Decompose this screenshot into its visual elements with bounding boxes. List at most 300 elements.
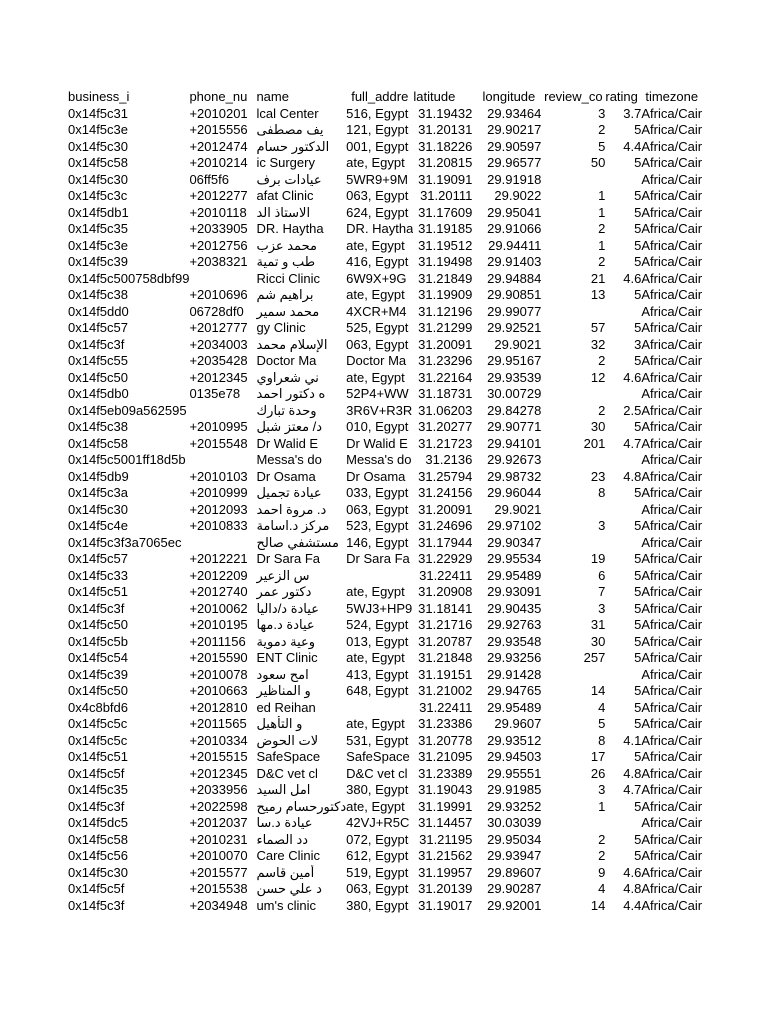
cell-name[interactable]: دد الصماء xyxy=(256,831,309,847)
cell-phone-number[interactable]: +2033956 xyxy=(189,782,248,797)
cell-longitude[interactable]: 29.90771 xyxy=(487,419,542,434)
cell-timezone[interactable]: Africa/Cair xyxy=(641,782,703,797)
cell-phone-number[interactable]: +2012221 xyxy=(189,551,248,566)
cell-timezone[interactable]: Africa/Cair xyxy=(641,815,703,830)
cell-phone-number[interactable] xyxy=(189,403,256,420)
cell-latitude[interactable]: 31.20091 xyxy=(418,501,473,517)
cell-business-id[interactable]: 0x14f5c30 xyxy=(68,501,128,517)
cell-rating[interactable]: 5 xyxy=(634,353,642,368)
cell-business-id[interactable]: 0x14f5c30 xyxy=(68,138,128,154)
cell-phone-number[interactable] xyxy=(189,452,256,469)
cell-review-count[interactable]: 4 xyxy=(598,881,606,896)
cell-business-id[interactable]: 0x14f5c30 xyxy=(68,864,128,880)
cell-review-count[interactable]: 14 xyxy=(590,897,606,913)
cell-latitude[interactable]: 31.24696 xyxy=(418,518,473,533)
cell-full-address[interactable]: 5WJ3+HP9 xyxy=(346,600,413,616)
cell-business-id[interactable]: 0x14f5c50 xyxy=(68,617,128,632)
cell-latitude[interactable]: 31.14457 xyxy=(418,815,473,830)
cell-rating[interactable]: 5 xyxy=(634,600,642,616)
cell-name[interactable]: ه دكتور احمد xyxy=(256,386,326,401)
cell-longitude[interactable]: 29.91066 xyxy=(487,221,542,236)
cell-phone-number[interactable]: +2010078 xyxy=(189,666,248,682)
cell-review-count[interactable]: 9 xyxy=(598,864,606,880)
cell-business-id[interactable]: 0x14f5c4e xyxy=(68,518,128,533)
cell-full-address[interactable]: 063, Egypt xyxy=(346,881,409,896)
cell-phone-number[interactable]: +2012093 xyxy=(189,501,248,517)
cell-name[interactable]: الدكتور حسام xyxy=(256,138,330,154)
cell-rating[interactable]: 4.4 xyxy=(623,138,642,154)
cell-rating[interactable]: 5 xyxy=(634,716,642,731)
cell-full-address[interactable]: 416, Egypt xyxy=(346,254,409,269)
header-review-count[interactable]: review_co xyxy=(544,89,603,104)
cell-phone-number[interactable]: +2033905 xyxy=(189,221,248,236)
cell-rating[interactable]: 5 xyxy=(634,798,642,814)
cell-latitude[interactable]: 31.21723 xyxy=(418,435,473,451)
cell-latitude[interactable]: 31.23389 xyxy=(418,765,473,781)
cell-name[interactable]: lcal Center xyxy=(256,105,319,121)
cell-timezone[interactable]: Africa/Cair xyxy=(641,369,703,385)
cell-name[interactable]: D&C vet cl xyxy=(256,765,318,781)
cell-review-count[interactable]: 19 xyxy=(590,551,606,566)
header-longitude[interactable]: longitude xyxy=(482,89,536,104)
header-phone-number[interactable]: phone_nu xyxy=(189,89,248,104)
cell-phone-number[interactable]: +2038321 xyxy=(189,254,248,269)
cell-rating[interactable] xyxy=(605,535,641,552)
cell-longitude[interactable]: 29.90435 xyxy=(487,600,542,616)
cell-review-count[interactable]: 257 xyxy=(583,650,606,665)
cell-timezone[interactable]: Africa/Cair xyxy=(641,716,703,731)
cell-full-address[interactable]: 52P4+WW xyxy=(346,386,409,401)
cell-rating[interactable]: 3.7 xyxy=(623,105,642,121)
cell-business-id[interactable]: 0x14f5c50 xyxy=(68,369,128,385)
cell-business-id[interactable]: 0x14f5c3a xyxy=(68,485,128,500)
cell-latitude[interactable]: 31.06203 xyxy=(418,402,473,418)
cell-full-address[interactable]: 063, Egypt xyxy=(346,336,409,352)
cell-rating[interactable]: 5 xyxy=(634,633,642,649)
cell-phone-number[interactable]: +2034948 xyxy=(189,897,248,913)
cell-phone-number[interactable]: +2010833 xyxy=(189,518,248,533)
cell-name[interactable]: براهيم شم xyxy=(256,287,314,302)
cell-full-address[interactable]: 3R6V+R3R xyxy=(346,402,413,418)
cell-business-id[interactable]: 0x14f5c5f xyxy=(68,765,125,781)
cell-rating[interactable]: 5 xyxy=(634,485,642,500)
cell-longitude[interactable]: 29.93091 xyxy=(487,584,542,599)
cell-business-id[interactable]: 0x14f5c500758dbf99 xyxy=(68,270,190,286)
cell-name[interactable]: يف مصطفى xyxy=(256,122,324,137)
cell-review-count[interactable]: 32 xyxy=(590,336,606,352)
cell-phone-number[interactable]: +2012277 xyxy=(189,188,248,203)
cell-business-id[interactable]: 0x14f5c55 xyxy=(68,353,128,368)
cell-name[interactable]: وحدة تبارك xyxy=(256,402,317,418)
cell-timezone[interactable]: Africa/Cair xyxy=(641,320,703,335)
cell-longitude[interactable]: 29.95167 xyxy=(487,353,542,368)
cell-rating[interactable]: 4.7 xyxy=(623,782,642,797)
cell-longitude[interactable]: 29.94411 xyxy=(488,237,542,253)
cell-latitude[interactable]: 31.20139 xyxy=(418,881,473,896)
cell-latitude[interactable]: 31.20131 xyxy=(418,122,473,137)
header-full-address[interactable]: full_addre xyxy=(351,89,409,104)
cell-business-id[interactable]: 0x14f5c3f xyxy=(68,897,125,913)
cell-full-address[interactable]: 033, Egypt xyxy=(346,485,409,500)
cell-rating[interactable] xyxy=(605,452,641,469)
cell-review-count[interactable]: 3 xyxy=(598,600,606,616)
cell-latitude[interactable]: 31.19017 xyxy=(418,897,473,913)
cell-latitude[interactable]: 31.20778 xyxy=(418,732,473,748)
cell-business-id[interactable]: 0x14f5eb09a562595 xyxy=(68,402,187,418)
cell-full-address[interactable]: 013, Egypt xyxy=(346,633,409,649)
cell-name[interactable]: س الزعير xyxy=(256,567,310,583)
cell-review-count[interactable]: 8 xyxy=(598,485,606,500)
cell-phone-number[interactable]: +2010118 xyxy=(189,204,247,220)
cell-timezone[interactable]: Africa/Cair xyxy=(641,353,703,368)
cell-latitude[interactable]: 31.18226 xyxy=(418,138,473,154)
cell-timezone[interactable]: Africa/Cair xyxy=(641,155,703,170)
cell-latitude[interactable]: 31.20787 xyxy=(418,633,473,649)
cell-latitude[interactable]: 31.20815 xyxy=(418,155,473,170)
cell-timezone[interactable]: Africa/Cair xyxy=(641,650,703,665)
cell-review-count[interactable]: 21 xyxy=(590,270,606,286)
cell-rating[interactable]: 4.7 xyxy=(623,435,642,451)
cell-name[interactable]: د علي حسن xyxy=(256,881,322,896)
cell-longitude[interactable]: 29.89607 xyxy=(487,864,542,880)
cell-latitude[interactable]: 31.22411 xyxy=(419,567,473,583)
cell-longitude[interactable]: 29.97102 xyxy=(487,518,542,533)
cell-name[interactable]: د/ معتز شبل xyxy=(256,419,323,434)
cell-name[interactable]: SafeSpace xyxy=(256,749,321,764)
cell-rating[interactable] xyxy=(605,304,641,321)
cell-name[interactable]: دكتور عمر xyxy=(256,584,312,599)
cell-latitude[interactable]: 31.22929 xyxy=(418,551,473,566)
cell-name[interactable]: DR. Haytha xyxy=(256,221,324,236)
cell-timezone[interactable]: Africa/Cair xyxy=(641,122,703,137)
cell-name[interactable]: عيادة د.سا xyxy=(256,815,313,830)
cell-rating[interactable]: 2.5 xyxy=(623,402,642,418)
cell-phone-number[interactable]: +2010334 xyxy=(189,732,248,748)
cell-phone-number[interactable]: 0135e78 xyxy=(189,386,241,401)
header-name[interactable]: name xyxy=(256,89,289,104)
cell-full-address[interactable]: 121, Egypt xyxy=(346,122,409,137)
cell-name[interactable]: gy Clinic xyxy=(256,320,306,335)
cell-rating[interactable]: 5 xyxy=(634,518,642,533)
cell-timezone[interactable]: Africa/Cair xyxy=(641,666,703,682)
cell-longitude[interactable]: 29.91403 xyxy=(487,254,542,269)
cell-review-count[interactable]: 2 xyxy=(598,353,606,368)
cell-business-id[interactable]: 0x14f5c58 xyxy=(68,155,128,170)
cell-name[interactable]: عيادات برف xyxy=(256,171,322,187)
cell-phone-number[interactable]: +2012756 xyxy=(189,237,248,253)
cell-rating[interactable]: 5 xyxy=(634,254,642,269)
cell-review-count[interactable]: 2 xyxy=(598,254,606,269)
cell-rating[interactable]: 4.4 xyxy=(623,897,642,913)
cell-longitude[interactable]: 29.93464 xyxy=(487,105,542,121)
cell-full-address[interactable]: 063, Egypt xyxy=(346,501,409,517)
cell-name[interactable]: أمين قاسم xyxy=(256,864,315,880)
cell-longitude[interactable]: 29.92763 xyxy=(487,617,542,632)
cell-latitude[interactable]: 31.20111 xyxy=(420,188,473,203)
cell-longitude[interactable]: 29.90287 xyxy=(487,881,542,896)
cell-timezone[interactable]: Africa/Cair xyxy=(641,188,703,203)
cell-phone-number[interactable]: +2015590 xyxy=(189,650,248,665)
cell-name[interactable]: امل السيد xyxy=(256,782,311,797)
cell-review-count[interactable] xyxy=(541,304,605,321)
cell-timezone[interactable]: Africa/Cair xyxy=(641,683,703,698)
cell-rating[interactable]: 5 xyxy=(634,204,642,220)
cell-rating[interactable]: 5 xyxy=(634,567,642,583)
cell-full-address[interactable]: 531, Egypt xyxy=(346,732,409,748)
cell-phone-number[interactable]: +2010999 xyxy=(189,485,248,500)
cell-rating[interactable]: 4.8 xyxy=(623,468,642,484)
cell-full-address[interactable]: 42VJ+R5C xyxy=(346,815,410,830)
cell-name[interactable]: محمد سمير xyxy=(256,303,320,319)
cell-review-count[interactable]: 3 xyxy=(598,518,606,533)
cell-phone-number[interactable] xyxy=(189,535,256,552)
cell-timezone[interactable]: Africa/Cair xyxy=(641,204,703,220)
cell-name[interactable]: Ricci Clinic xyxy=(256,270,321,286)
cell-name[interactable]: لات الحوض xyxy=(256,732,319,748)
cell-phone-number[interactable]: +2010070 xyxy=(189,848,248,863)
cell-longitude[interactable]: 29.91985 xyxy=(487,782,542,797)
cell-rating[interactable]: 4.1 xyxy=(623,732,642,748)
cell-latitude[interactable]: 31.20091 xyxy=(418,336,473,352)
cell-longitude[interactable]: 29.9607 xyxy=(494,716,542,731)
cell-longitude[interactable]: 29.92001 xyxy=(487,897,542,913)
cell-full-address[interactable] xyxy=(346,568,413,585)
cell-longitude[interactable]: 29.95489 xyxy=(487,567,542,583)
cell-name[interactable]: um's clinic xyxy=(256,897,317,913)
cell-review-count[interactable]: 5 xyxy=(598,138,606,154)
cell-business-id[interactable]: 0x14f5c5f xyxy=(68,881,125,896)
cell-phone-number[interactable] xyxy=(189,271,256,288)
cell-full-address[interactable]: 524, Egypt xyxy=(346,617,409,632)
cell-longitude[interactable]: 29.94503 xyxy=(487,749,542,764)
cell-review-count[interactable]: 201 xyxy=(583,435,606,451)
cell-review-count[interactable]: 50 xyxy=(590,155,606,170)
cell-phone-number[interactable]: +2012037 xyxy=(189,815,248,830)
cell-business-id[interactable]: 0x14f5c38 xyxy=(68,419,128,434)
cell-review-count[interactable]: 23 xyxy=(590,468,606,484)
cell-full-address[interactable]: 648, Egypt xyxy=(346,683,409,698)
cell-review-count[interactable] xyxy=(541,452,605,469)
cell-longitude[interactable]: 29.84278 xyxy=(487,402,542,418)
cell-latitude[interactable]: 31.20277 xyxy=(418,419,473,434)
cell-phone-number[interactable]: +2034003 xyxy=(189,336,248,352)
cell-name[interactable]: الاستاذ الد xyxy=(256,204,311,220)
cell-timezone[interactable]: Africa/Cair xyxy=(641,732,703,748)
cell-name[interactable]: الإسلام محمد xyxy=(256,336,328,352)
cell-review-count[interactable]: 2 xyxy=(598,831,606,847)
cell-latitude[interactable]: 31.25794 xyxy=(418,468,473,484)
cell-timezone[interactable]: Africa/Cair xyxy=(641,897,703,913)
cell-phone-number[interactable]: 06ff5f6 xyxy=(189,171,229,187)
cell-latitude[interactable]: 31.23296 xyxy=(418,353,473,368)
cell-business-id[interactable]: 0x14f5c5c xyxy=(68,732,128,748)
cell-name[interactable]: Dr Osama xyxy=(256,468,316,484)
cell-latitude[interactable]: 31.22411 xyxy=(419,699,473,715)
cell-longitude[interactable]: 29.91428 xyxy=(487,666,542,682)
cell-name[interactable]: طب و تمية xyxy=(256,254,316,269)
cell-longitude[interactable]: 29.93539 xyxy=(487,369,542,385)
cell-review-count[interactable]: 5 xyxy=(598,716,606,731)
cell-latitude[interactable]: 31.17609 xyxy=(418,204,473,220)
cell-business-id[interactable]: 0x14f5c50 xyxy=(68,683,128,698)
cell-full-address[interactable]: 380, Egypt xyxy=(346,897,409,913)
cell-timezone[interactable]: Africa/Cair xyxy=(641,452,703,467)
cell-phone-number[interactable]: +2010103 xyxy=(189,468,248,484)
cell-full-address[interactable]: 072, Egypt xyxy=(346,831,409,847)
cell-full-address[interactable]: 6W9X+9G xyxy=(346,270,407,286)
cell-longitude[interactable]: 29.91918 xyxy=(487,171,542,187)
cell-name[interactable]: ic Surgery xyxy=(256,155,315,170)
cell-longitude[interactable]: 29.92673 xyxy=(487,452,542,467)
cell-full-address[interactable]: 001, Egypt xyxy=(346,138,409,154)
cell-rating[interactable] xyxy=(605,172,641,189)
cell-latitude[interactable]: 31.21848 xyxy=(418,650,473,665)
cell-phone-number[interactable]: +2010201 xyxy=(189,105,248,121)
cell-latitude[interactable]: 31.23386 xyxy=(418,716,473,731)
cell-business-id[interactable]: 0x14f5c51 xyxy=(68,749,128,764)
cell-latitude[interactable]: 31.19432 xyxy=(418,105,473,121)
cell-longitude[interactable]: 29.95551 xyxy=(487,765,542,781)
cell-business-id[interactable]: 0x14f5c3f xyxy=(68,336,125,352)
cell-review-count[interactable] xyxy=(541,502,605,519)
cell-full-address[interactable]: 519, Egypt xyxy=(346,864,409,880)
cell-latitude[interactable]: 31.21095 xyxy=(418,749,473,764)
cell-latitude[interactable]: 31.19957 xyxy=(418,864,473,880)
cell-full-address[interactable]: ate, Egypt xyxy=(346,584,405,599)
cell-rating[interactable]: 5 xyxy=(634,221,642,236)
cell-longitude[interactable]: 29.93512 xyxy=(487,732,542,748)
cell-phone-number[interactable]: +2010214 xyxy=(189,155,248,170)
cell-phone-number[interactable]: +2015515 xyxy=(189,749,248,764)
cell-review-count[interactable]: 1 xyxy=(598,204,606,220)
cell-name[interactable]: مركز د.اسامة xyxy=(256,518,330,533)
cell-longitude[interactable]: 29.93256 xyxy=(487,650,542,665)
cell-rating[interactable]: 5 xyxy=(634,188,642,203)
header-latitude[interactable]: latitude xyxy=(413,89,456,104)
cell-longitude[interactable]: 29.90851 xyxy=(487,287,542,302)
cell-business-id[interactable]: 0x14f5c5b xyxy=(68,633,128,649)
cell-name[interactable]: Dr Sara Fa xyxy=(256,551,321,566)
cell-rating[interactable]: 4.8 xyxy=(623,881,642,896)
cell-rating[interactable]: 5 xyxy=(634,237,642,253)
cell-timezone[interactable]: Africa/Cair xyxy=(641,468,703,484)
cell-timezone[interactable]: Africa/Cair xyxy=(641,765,703,781)
cell-longitude[interactable]: 29.96044 xyxy=(487,485,542,500)
cell-timezone[interactable]: Africa/Cair xyxy=(641,386,703,401)
cell-business-id[interactable]: 0x14f5c39 xyxy=(68,666,128,682)
cell-business-id[interactable]: 0x14f5c30 xyxy=(68,171,128,187)
cell-rating[interactable]: 5 xyxy=(634,155,642,170)
cell-review-count[interactable]: 2 xyxy=(598,122,606,137)
cell-review-count[interactable]: 30 xyxy=(590,419,606,434)
cell-name[interactable]: و المناظير xyxy=(256,683,311,698)
cell-full-address[interactable]: Messa's do xyxy=(346,452,412,467)
cell-latitude[interactable]: 31.12196 xyxy=(418,303,473,319)
cell-full-address[interactable]: Dr Sara Fa xyxy=(346,551,410,566)
cell-full-address[interactable]: ate, Egypt xyxy=(346,287,405,302)
cell-latitude[interactable]: 31.20908 xyxy=(418,584,473,599)
cell-full-address[interactable]: ate, Egypt xyxy=(346,798,405,814)
cell-timezone[interactable]: Africa/Cair xyxy=(641,584,703,599)
cell-timezone[interactable]: Africa/Cair xyxy=(641,600,703,616)
cell-timezone[interactable]: Africa/Cair xyxy=(641,287,703,302)
cell-longitude[interactable]: 29.94884 xyxy=(487,270,542,286)
cell-review-count[interactable]: 2 xyxy=(598,402,606,418)
cell-latitude[interactable]: 31.19043 xyxy=(418,782,473,797)
cell-review-count[interactable]: 8 xyxy=(598,732,606,748)
cell-business-id[interactable]: 0x14f5c3e xyxy=(68,237,128,253)
cell-business-id[interactable]: 0x14f5db9 xyxy=(68,468,129,484)
cell-business-id[interactable]: 0x14f5c33 xyxy=(68,567,128,583)
cell-longitude[interactable]: 29.94765 xyxy=(487,683,542,698)
cell-business-id[interactable]: 0x14f5dc5 xyxy=(68,815,128,830)
cell-longitude[interactable]: 29.90347 xyxy=(487,534,542,550)
cell-phone-number[interactable]: +2012345 xyxy=(189,369,248,385)
cell-timezone[interactable]: Africa/Cair xyxy=(641,237,703,253)
cell-rating[interactable]: 5 xyxy=(634,287,642,302)
cell-rating[interactable]: 5 xyxy=(634,683,642,698)
cell-name[interactable]: دكتورحسام رميح xyxy=(256,798,347,814)
cell-full-address[interactable]: 413, Egypt xyxy=(346,666,409,682)
cell-timezone[interactable]: Africa/Cair xyxy=(641,303,703,319)
header-business-id[interactable]: business_i xyxy=(68,89,130,104)
cell-review-count[interactable]: 4 xyxy=(598,699,606,715)
cell-business-id[interactable]: 0x14f5c39 xyxy=(68,254,128,269)
cell-rating[interactable]: 5 xyxy=(634,551,642,566)
cell-latitude[interactable]: 31.21716 xyxy=(418,617,473,632)
cell-business-id[interactable]: 0x14f5c5001ff18d5b xyxy=(68,452,186,467)
cell-phone-number[interactable]: +2015577 xyxy=(189,864,248,880)
cell-rating[interactable]: 5 xyxy=(634,320,642,335)
cell-review-count[interactable]: 2 xyxy=(598,221,606,236)
cell-timezone[interactable]: Africa/Cair xyxy=(641,435,703,451)
cell-full-address[interactable] xyxy=(346,700,413,717)
cell-longitude[interactable]: 29.95489 xyxy=(487,699,542,715)
cell-longitude[interactable]: 29.93947 xyxy=(487,848,542,863)
cell-phone-number[interactable]: +2012777 xyxy=(189,320,248,335)
cell-name[interactable]: ENT Clinic xyxy=(256,650,318,665)
cell-latitude[interactable]: 31.19498 xyxy=(418,254,473,269)
cell-longitude[interactable]: 29.95534 xyxy=(487,551,542,566)
cell-longitude[interactable]: 29.90217 xyxy=(487,122,542,137)
cell-longitude[interactable]: 29.94101 xyxy=(487,435,542,451)
cell-rating[interactable]: 5 xyxy=(634,419,642,434)
cell-name[interactable]: وعية دموية xyxy=(256,633,316,649)
cell-latitude[interactable]: 31.21195 xyxy=(419,831,473,847)
cell-full-address[interactable]: D&C vet cl xyxy=(346,765,408,781)
cell-rating[interactable]: 4.6 xyxy=(623,864,642,880)
cell-latitude[interactable]: 31.2136 xyxy=(425,452,473,467)
cell-phone-number[interactable]: +2022598 xyxy=(189,798,248,814)
cell-timezone[interactable]: Africa/Cair xyxy=(641,617,703,632)
cell-business-id[interactable]: 0x14f5c38 xyxy=(68,287,128,302)
cell-review-count[interactable]: 1 xyxy=(598,237,606,253)
cell-review-count[interactable]: 3 xyxy=(598,105,606,121)
cell-full-address[interactable]: DR. Haytha xyxy=(346,221,414,236)
cell-latitude[interactable]: 31.19151 xyxy=(418,666,473,682)
cell-business-id[interactable]: 0x4c8bfd6 xyxy=(68,699,128,715)
cell-name[interactable]: Messa's do xyxy=(256,452,322,467)
cell-review-count[interactable] xyxy=(541,667,605,684)
cell-phone-number[interactable]: +2012474 xyxy=(189,138,248,154)
cell-full-address[interactable]: 5WR9+9M xyxy=(346,171,408,187)
cell-name[interactable]: محمد عزب xyxy=(256,237,317,253)
cell-business-id[interactable]: 0x14f5c51 xyxy=(68,584,128,599)
cell-timezone[interactable]: Africa/Cair xyxy=(641,171,703,187)
cell-review-count[interactable]: 57 xyxy=(590,320,606,335)
cell-review-count[interactable] xyxy=(541,172,605,189)
cell-name[interactable]: ed Reihan xyxy=(256,699,316,715)
